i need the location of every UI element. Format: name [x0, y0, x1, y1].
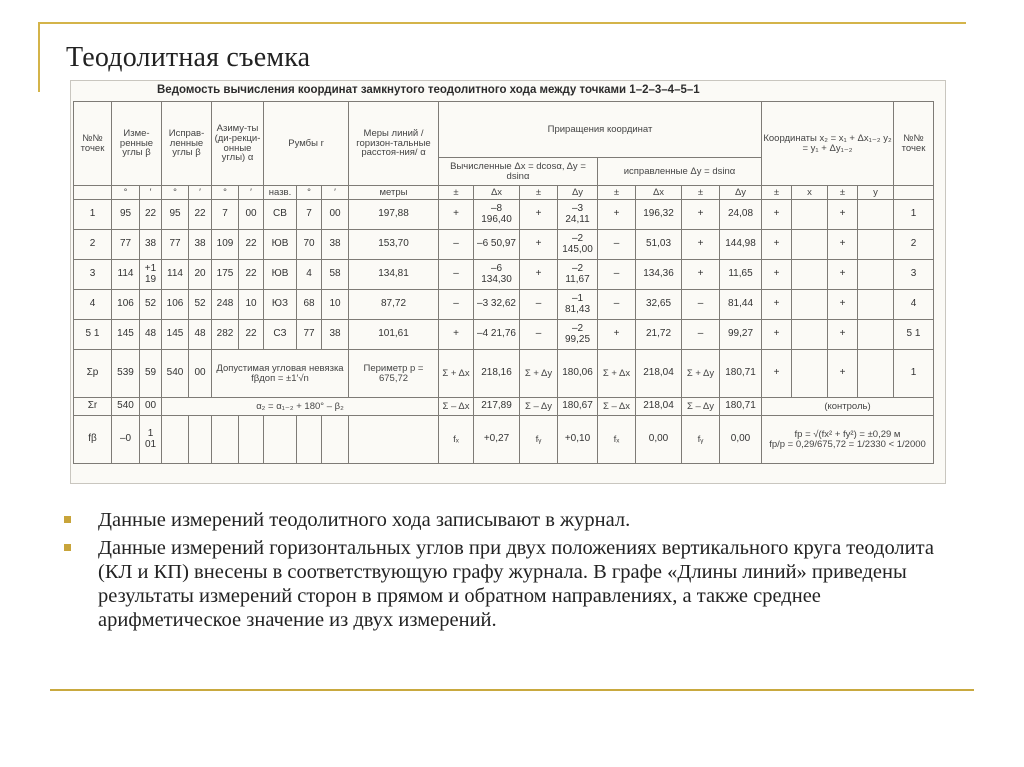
sub-header: °: [112, 186, 140, 200]
sub-header: Δy: [558, 186, 598, 200]
sub-header: ′: [140, 186, 162, 200]
ledger-scan: [70, 80, 946, 484]
header-lengths: Меры линий / горизон-тальные расстоя-ния/ α: [349, 102, 439, 186]
sub-header: °: [162, 186, 189, 200]
sub-header: ′: [189, 186, 212, 200]
table-row: 1 95 22 95 22 7 00 СВ 7 00 197,88 + –8 196,40 + –3 24,11 + 196,32 + 24,08 + + 1: [74, 200, 934, 230]
header-computed: Вычисленные Δx = dcosα, Δy = dsinα: [439, 158, 598, 186]
header-azimuths: Азиму-ты (ди-рекци-онные углы) α: [212, 102, 264, 186]
theory-row: Σr 540 00 α₂ = α₁₋₂ + 180° – β₂ Σ – Δx 217,89 Σ – Δy 180,67 Σ – Δx 218,04 Σ – Δy 180,71 (контроль): [74, 398, 934, 416]
ledger-caption: Ведомость вычисления координат замкнутого теодолитного хода между точками 1–2–3–4–5–1: [157, 84, 700, 96]
header-corrected-increments: исправленные Δy = dsinα: [598, 158, 762, 186]
table-row: 4 106 52 106 52 248 10 ЮЗ 68 10 87,72 – –3 32,62 – –1 81,43 – 32,65 – 81,44 + + 4: [74, 290, 934, 320]
top-rule: [38, 22, 966, 24]
sub-header: метры: [349, 186, 439, 200]
sub-header: y: [858, 186, 894, 200]
sub-header: Δx: [636, 186, 682, 200]
sub-header: Δy: [720, 186, 762, 200]
linear-misclosure: fp = √(fx² + fy²) = ±0,29 м fp/p = 0,29/675,72 = 1/2330 < 1/2000: [762, 416, 934, 464]
sub-header: ±: [439, 186, 474, 200]
header-coords: Координаты x₂ = x₁ + Δx₁₋₂ y₂ = y₁ + Δy₁₋₂: [762, 102, 894, 186]
sub-header: ±: [762, 186, 792, 200]
header-bearings: Румбы r: [264, 102, 349, 186]
header-corrected: Исправ-ленные углы β: [162, 102, 212, 186]
perimeter: Периметр p = 675,72: [349, 350, 439, 398]
azimuth-formula: α₂ = α₁₋₂ + 180° – β₂: [162, 398, 439, 416]
bottom-rule: [50, 689, 974, 691]
allowed-misclosure: Допустимая угловая невязка fβдоп = ±1′√n: [212, 350, 349, 398]
sub-header: ±: [520, 186, 558, 200]
header-point-no: №№ точек: [74, 102, 112, 186]
table-row: 2 77 38 77 38 109 22 ЮВ 70 38 153,70 – –6 50,97 + –2 145,00 – 51,03 + 144,98 + + 2: [74, 230, 934, 260]
header-measured: Изме-ренные углы β: [112, 102, 162, 186]
left-rule: [38, 22, 40, 92]
control-label: (контроль): [762, 398, 934, 416]
sub-header: назв.: [264, 186, 297, 200]
sub-header: ±: [682, 186, 720, 200]
sum-row: Σp 539 59 540 00 Допустимая угловая невязка fβдоп = ±1′√n Периметр p = 675,72 Σ + Δx 218,16 Σ + Δy 180,06 Σ + Δx 218,04 Σ + Δy 180,71 + + 1: [74, 350, 934, 398]
sub-header: ′: [239, 186, 264, 200]
sub-header: Δx: [474, 186, 520, 200]
slide-title: Теодолитная съемка: [66, 42, 311, 73]
table-row: 5 1 145 48 145 48 282 22 СЗ 77 38 101,61 + –4 21,76 – –2 99,25 + 21,72 – 99,27 + + 5 1: [74, 320, 934, 350]
list-item: Данные измерений теодолитного хода записывают в журнал.: [64, 508, 964, 532]
header-point-no-right: №№ точек: [894, 102, 934, 186]
sub-header: °: [297, 186, 322, 200]
sub-header: °: [212, 186, 239, 200]
square-bullet-icon: [64, 516, 71, 523]
square-bullet-icon: [64, 544, 71, 551]
header-increments: Приращения координат: [439, 102, 762, 158]
sub-header: x: [792, 186, 828, 200]
ledger-table: [73, 101, 934, 464]
bullet-list: [64, 508, 964, 636]
table-row: 3 114 +1 19 114 20 175 22 ЮВ 4 58 134,81 – –6 134,30 + –2 11,67 – 134,36 + 11,65 + + 3: [74, 260, 934, 290]
misclosure-row: fβ –0 1 01 fₓ +0,27 fᵧ +0,10 fₓ 0,00 fᵧ 0,00 fp = √(fx² + fy²) = ±0,29 м fp/p = 0,29/675,72 = 1/2330 < 1/2000: [74, 416, 934, 464]
sub-header: ±: [828, 186, 858, 200]
sub-header: ±: [598, 186, 636, 200]
sub-header: ′: [322, 186, 349, 200]
list-item: Данные измерений горизонтальных углов при двух положениях вертикального круга теодолита (КЛ и КП) внесены в соответствующую графу журнала. В графе «Длины линий» приведены результаты измерений сторон в прямом и обратном направлениях, а также среднее арифметическое значение из двух измерений.: [64, 536, 964, 632]
